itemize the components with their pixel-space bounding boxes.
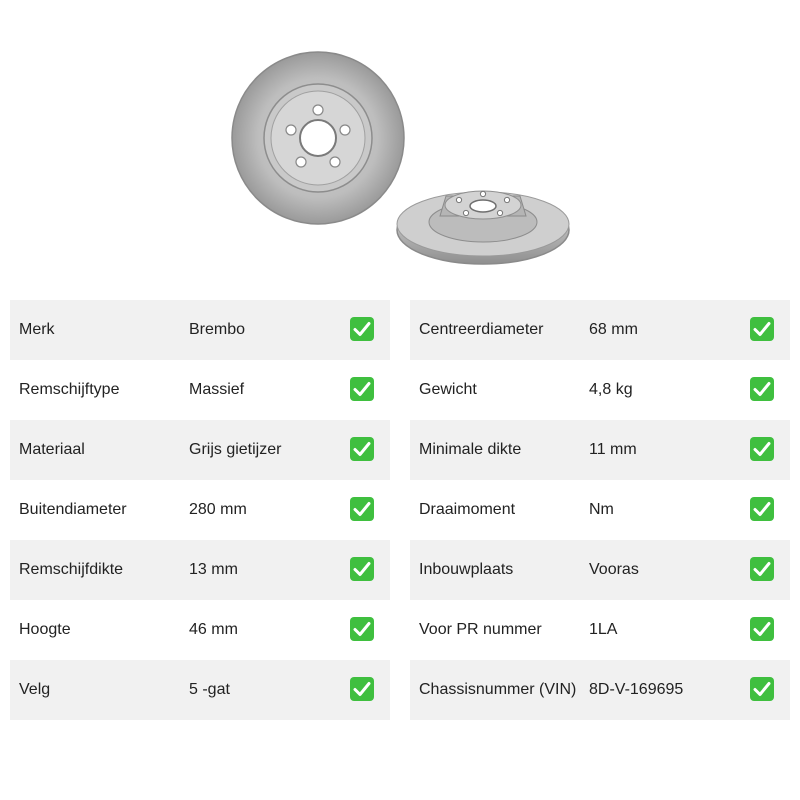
spec-label: Hoogte: [19, 621, 71, 638]
check-mark-icon: [349, 436, 375, 462]
spec-label: Centreerdiameter: [419, 321, 544, 338]
spec-row-minimale-dikte: [410, 420, 790, 480]
spec-row-merk: [10, 300, 390, 360]
spec-value: Vooras: [589, 561, 639, 578]
spec-row-materiaal: [10, 420, 390, 480]
spec-row-remschijfdikte: [10, 540, 390, 600]
spec-label: Minimale dikte: [419, 441, 522, 458]
check-mark-icon: [349, 496, 375, 522]
check-mark-icon: [349, 316, 375, 342]
check-mark-icon: [749, 676, 775, 702]
check-mark-icon: [349, 376, 375, 402]
spec-label: Remschijftype: [19, 381, 120, 398]
spec-value: 46 mm: [189, 621, 238, 638]
spec-row-centreerdiameter: [410, 300, 790, 360]
product-image: [0, 0, 800, 290]
spec-label: Velg: [19, 681, 51, 698]
spec-value: Grijs gietijzer: [189, 441, 282, 458]
spec-value: 13 mm: [189, 561, 238, 578]
spec-row-voor-pr-nummer: [410, 600, 790, 660]
spec-table-right: [410, 300, 790, 720]
check-mark-icon: [749, 616, 775, 642]
spec-label: Materiaal: [19, 441, 85, 458]
spec-label: Merk: [19, 321, 55, 338]
check-mark-icon: [749, 496, 775, 522]
spec-value: 280 mm: [189, 501, 247, 518]
spec-label: Gewicht: [419, 381, 477, 398]
spec-value: Massief: [189, 381, 245, 398]
spec-row-remschijftype: [10, 360, 390, 420]
check-mark-icon: [749, 436, 775, 462]
spec-row-buitendiameter: [10, 480, 390, 540]
spec-label: Remschijfdikte: [19, 561, 124, 578]
spec-row-velg: [10, 660, 390, 720]
spec-label: Chassisnummer (VIN): [419, 681, 577, 698]
spec-value: 68 mm: [589, 321, 638, 338]
check-mark-icon: [349, 676, 375, 702]
spec-row-hoogte: [10, 600, 390, 660]
spec-row-inbouwplaats: [410, 540, 790, 600]
check-mark-icon: [749, 376, 775, 402]
spec-value: Brembo: [189, 321, 246, 338]
spec-row-gewicht: [410, 360, 790, 420]
spec-label: Buitendiameter: [19, 501, 127, 518]
spec-row-draaimoment: [410, 480, 790, 540]
spec-label: Voor PR nummer: [419, 621, 542, 638]
check-mark-icon: [749, 556, 775, 582]
spec-value: Nm: [589, 501, 614, 518]
spec-table-left: [10, 300, 390, 720]
spec-label: Draaimoment: [419, 501, 516, 518]
check-mark-icon: [749, 316, 775, 342]
brake-disc-image: [0, 0, 800, 290]
spec-value: 5 -gat: [189, 681, 230, 698]
check-mark-icon: [349, 556, 375, 582]
spec-value: 4,8 kg: [589, 381, 633, 398]
check-mark-icon: [349, 616, 375, 642]
spec-value: 8D-V-169695: [589, 681, 684, 698]
spec-value: 1LA: [589, 621, 618, 638]
spec-row-chassisnummer: [410, 660, 790, 720]
spec-value: 11 mm: [589, 441, 637, 458]
spec-label: Inbouwplaats: [419, 561, 514, 578]
